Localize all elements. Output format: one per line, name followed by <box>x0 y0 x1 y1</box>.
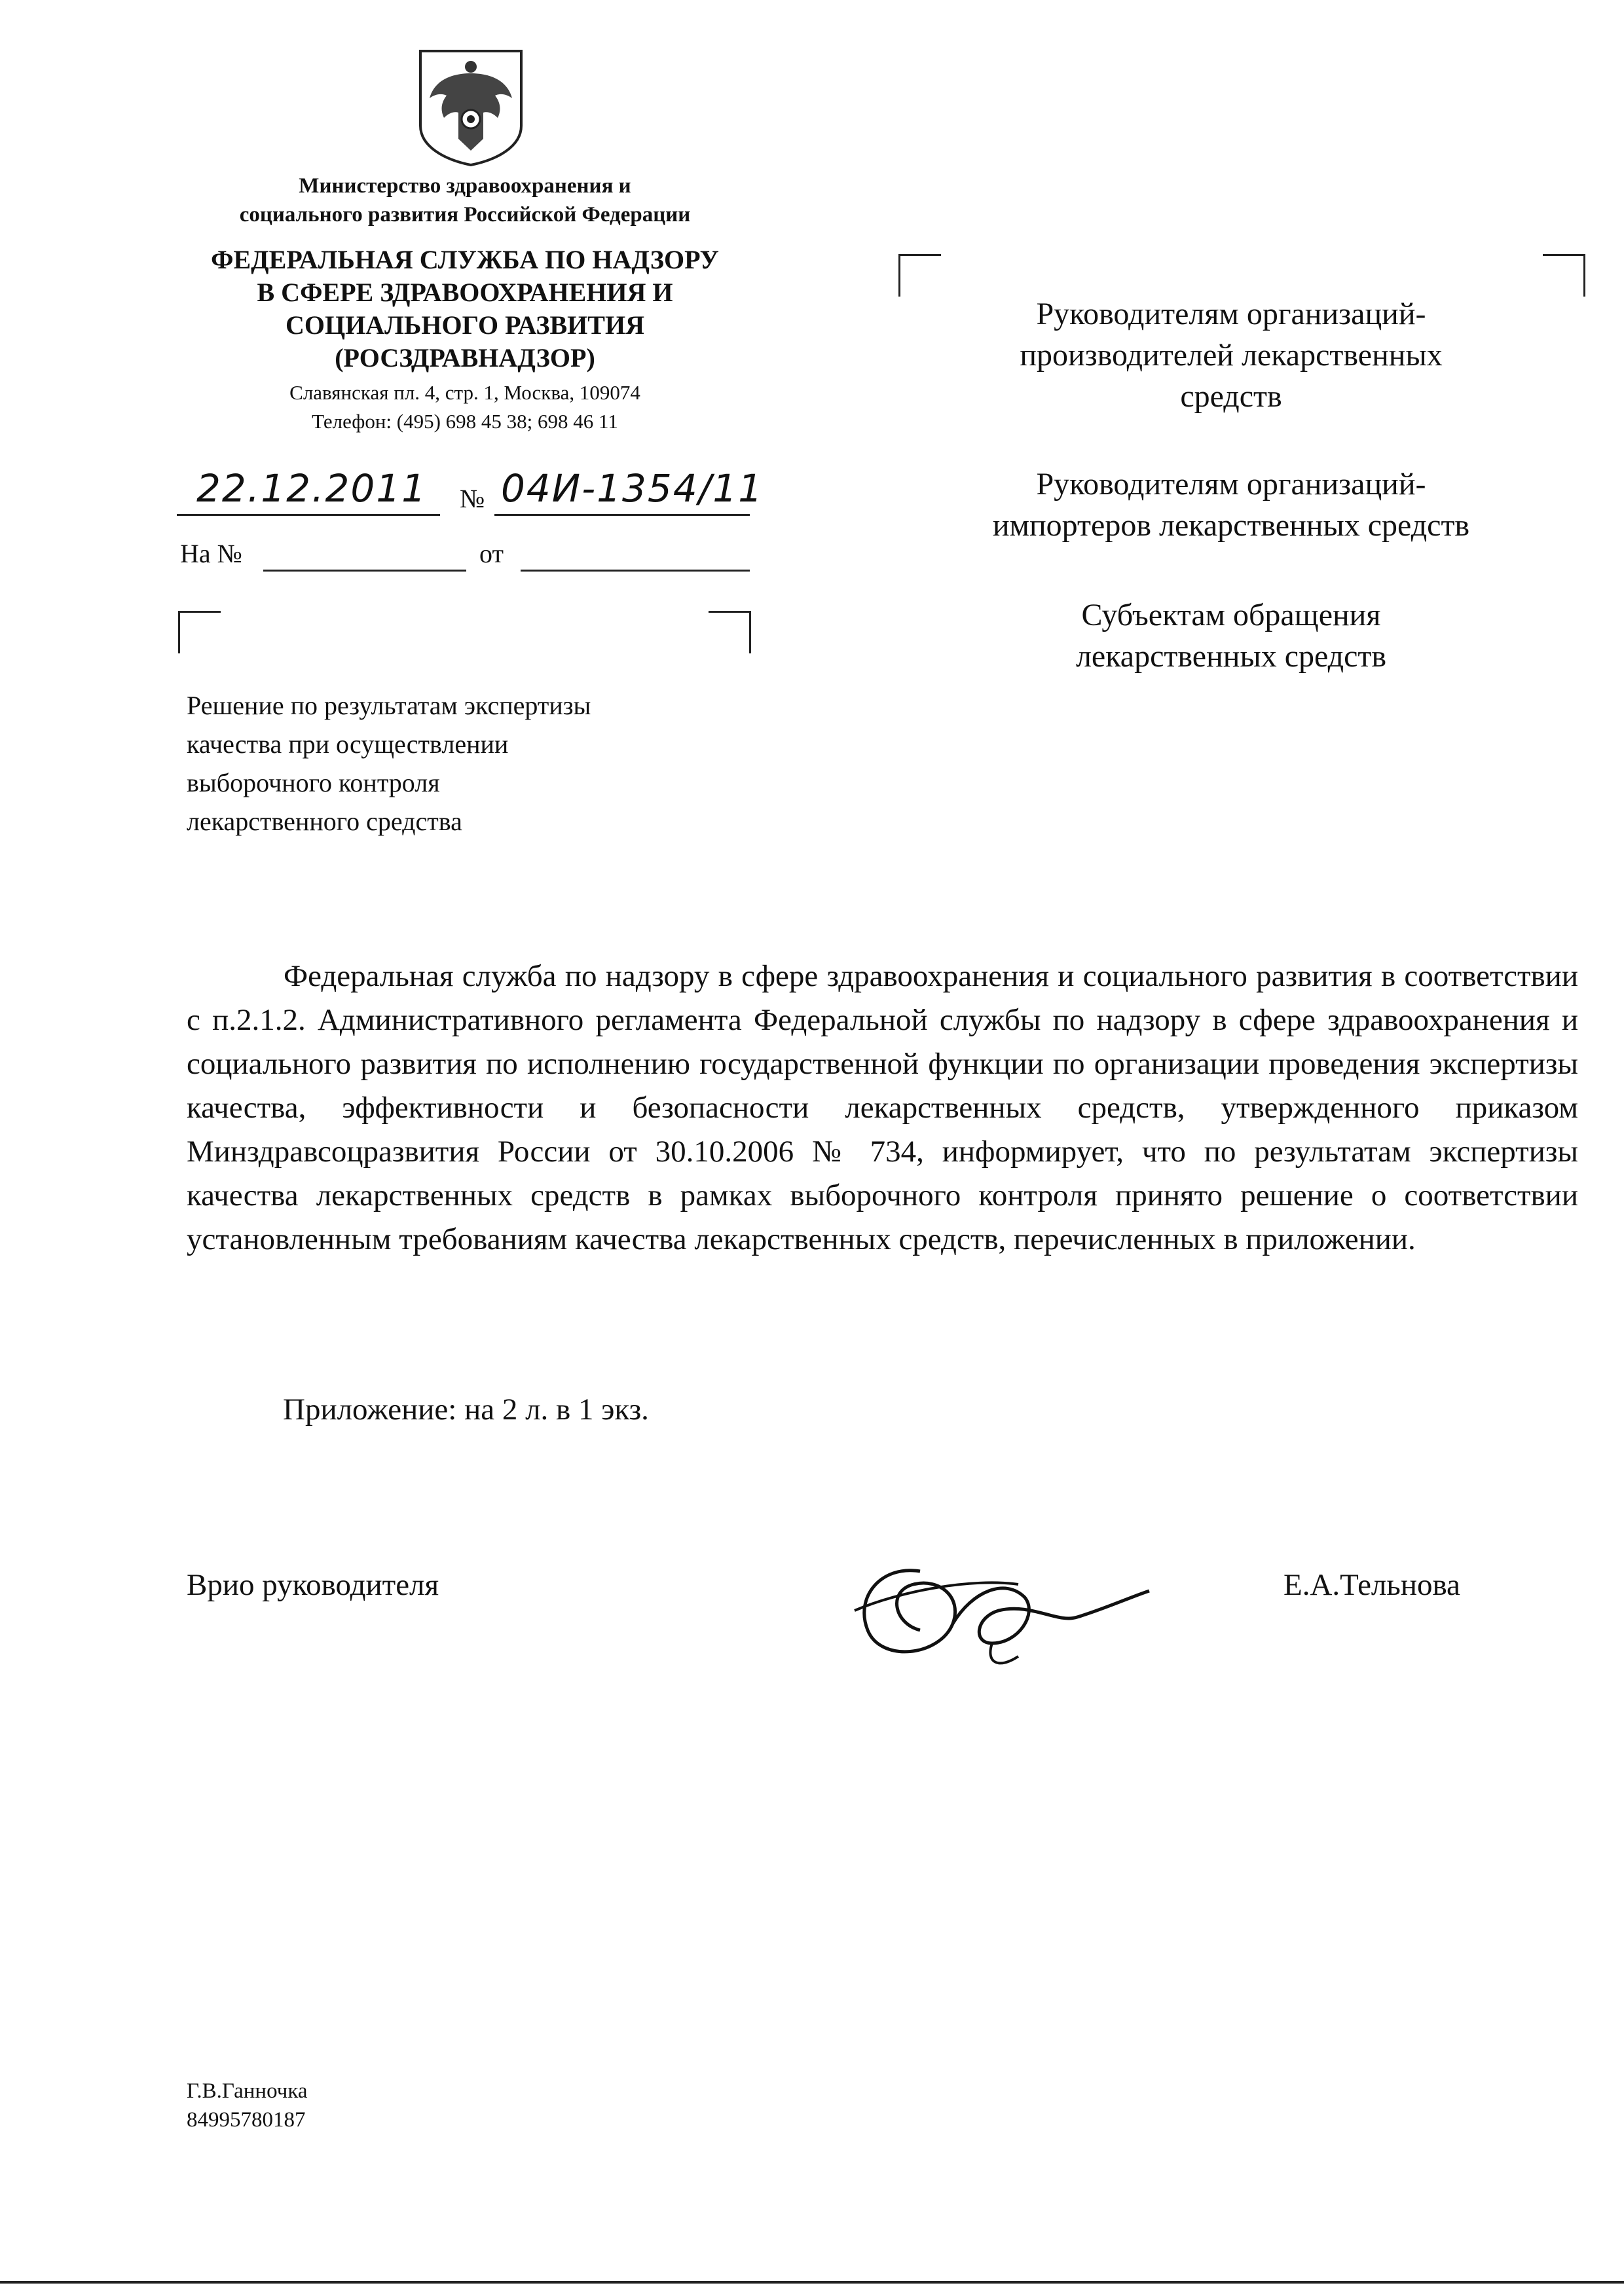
address-line: Славянская пл. 4, стр. 1, Москва, 109074 <box>289 381 640 404</box>
subject-bracket-right <box>709 611 751 653</box>
addressee-bracket-left <box>898 254 941 297</box>
coat-of-arms-icon <box>415 47 526 166</box>
addressee-line: импортеров лекарственных средств <box>992 508 1470 543</box>
signer-name: Е.А.Тельнова <box>1283 1568 1460 1602</box>
service-line: ФЕДЕРАЛЬНАЯ СЛУЖБА ПО НАДЗОРУ <box>211 245 719 274</box>
addressee-bracket-right <box>1543 254 1585 297</box>
addressee-line: Руководителям организаций- <box>1036 467 1426 501</box>
executor-name: Г.В.Ганночка <box>187 2079 308 2103</box>
service-line: (РОСЗДРАВНАДЗОР) <box>335 343 595 373</box>
reply-date-line <box>521 570 750 572</box>
appendix-note: Приложение: на 2 л. в 1 экз. <box>283 1393 649 1427</box>
reply-number-line <box>263 570 466 572</box>
page-bottom-rule <box>0 2281 1624 2284</box>
executor-phone: 84995780187 <box>187 2108 306 2132</box>
subject-block <box>187 686 763 841</box>
subject-line: лекарственного средства <box>187 807 462 836</box>
service-line: В СФЕРЕ ЗДРАВООХРАНЕНИЯ И <box>257 278 673 307</box>
signer-position: Врио руководителя <box>187 1568 439 1602</box>
reply-from-label: от <box>479 539 504 568</box>
service-name <box>164 244 766 374</box>
addressee-manufacturers <box>930 293 1532 417</box>
addressee-importers <box>930 464 1532 546</box>
number-underline <box>494 514 750 516</box>
date-underline <box>177 514 440 516</box>
document-number: 04И-1354/11 <box>501 466 764 511</box>
addressee-circulation-subjects <box>930 594 1532 677</box>
address-line: Телефон: (495) 698 45 38; 698 46 11 <box>312 410 618 433</box>
ministry-line: социального развития Российской Федерации <box>239 203 691 227</box>
letter-body: Федеральная служба по надзору в сфере здравоохранения и социального развития в соответствии с п.2.1.2. Административного регламента Федеральной службы по надзору в сфере здравоохранения и социального развития по исполнению государственной функции по организации проведения экспертизы качества, эффективности и безопасности лекарственных средств, утвержденного приказом Минздравсоцразвития России от 30.10.2006 № 734, информирует, что по результатам экспертизы качества лекарственных средств в рамках выборочного контроля принято решение о соответствии установленным требованиям качества лекарственных средств, перечисленных в приложении. <box>187 959 1578 1256</box>
service-address <box>164 378 766 436</box>
addressee-line: производителей лекарственных <box>1020 338 1443 373</box>
subject-bracket-left <box>178 611 221 653</box>
addressee-line: средств <box>1180 379 1282 414</box>
ministry-line: Министерство здравоохранения и <box>299 174 631 198</box>
service-line: СОЦИАЛЬНОГО РАЗВИТИЯ <box>286 310 644 340</box>
subject-line: выборочного контроля <box>187 768 440 797</box>
handwritten-signature <box>841 1552 1156 1683</box>
subject-line: Решение по результатам экспертизы <box>187 691 591 720</box>
addressee-line: лекарственных средств <box>1075 639 1387 674</box>
subject-line: качества при осуществлении <box>187 729 509 759</box>
document-date: 22.12.2011 <box>196 466 428 511</box>
addressee-line: Руководителям организаций- <box>1036 297 1426 331</box>
addressee-line: Субъектам обращения <box>1081 598 1381 632</box>
ministry-name <box>164 172 766 229</box>
number-label: № <box>460 484 485 513</box>
reply-number-label: На № <box>180 539 242 568</box>
